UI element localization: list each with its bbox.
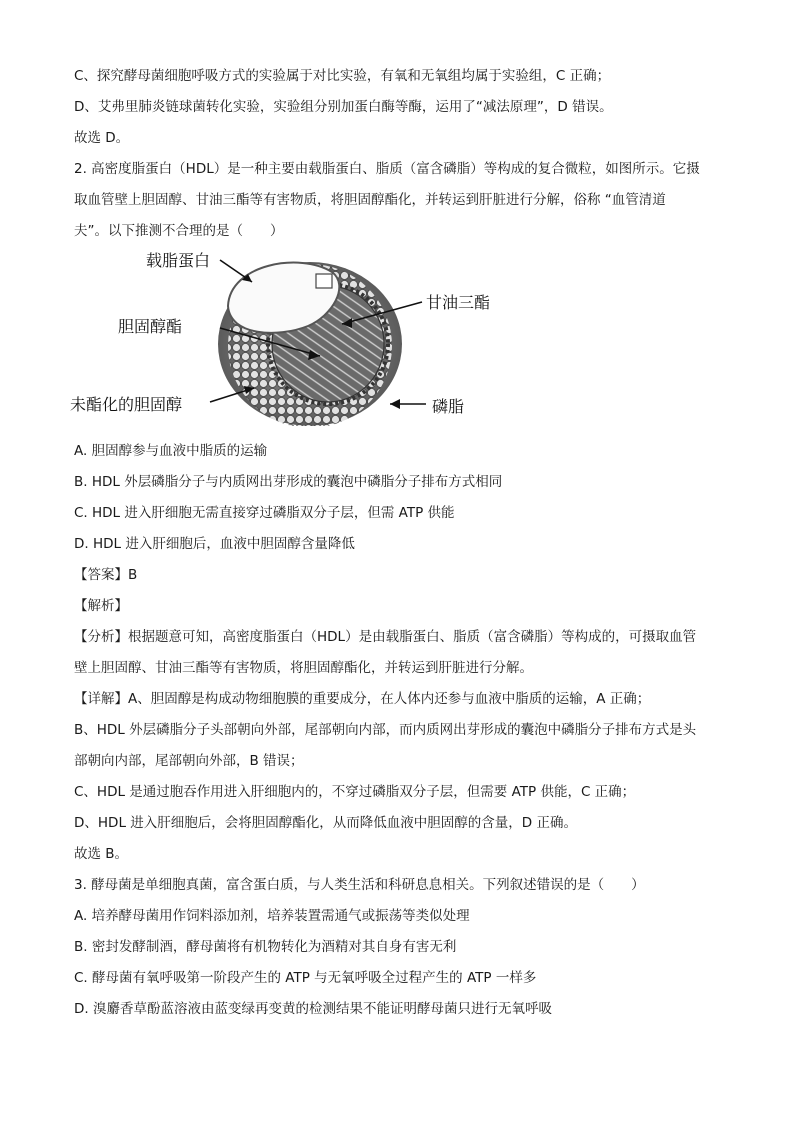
- analysis-line: 部朝向内部，尾部朝向外部，B 错误；: [74, 753, 304, 769]
- small-protein-block: [316, 274, 332, 288]
- question-2-stem: 2. 高密度脂蛋白（HDL）是一种主要由载脂蛋白、脂质（富含磷脂）等构成的复合微粒，如图所示。它摄: [74, 161, 700, 177]
- q3-option-a: A. 培养酵母菌用作饲料添加剂，培养装置需通气或振荡等类似处理: [74, 908, 470, 924]
- hdl-figure: [70, 244, 490, 426]
- analysis-line: 【分析】根据题意可知，高密度脂蛋白（HDL）是由载脂蛋白、脂质（富含磷脂）等构成的，可摄取血管: [74, 629, 697, 645]
- text-line: D、艾弗里肺炎链球菌转化实验，实验组分别加蛋白酶等酶，运用了“减法原理”，D 错误。: [74, 99, 613, 115]
- label-triglyceride: 甘油三酯: [426, 293, 491, 312]
- option-d: D. HDL 进入肝细胞后，血液中胆固醇含量降低: [74, 536, 355, 552]
- text-line: 故选 D。: [74, 130, 130, 146]
- question-2-stem: 夫”。以下推测不合理的是（ ）: [74, 223, 284, 239]
- option-c: C. HDL 进入肝细胞无需直接穿过磷脂双分子层，但需 ATP 供能: [74, 505, 455, 521]
- q3-option-c: C. 酵母菌有氧呼吸第一阶段产生的 ATP 与无氧呼吸全过程产生的 ATP 一样多: [74, 970, 537, 986]
- option-b: B. HDL 外层磷脂分子与内质网出芽形成的囊泡中磷脂分子排布方式相同: [74, 474, 503, 490]
- label-apolipoprotein: 载脂蛋白: [146, 251, 211, 270]
- label-cholesteryl-ester: 胆固醇酯: [118, 317, 183, 336]
- q3-option-b: B. 密封发酵制酒，酵母菌将有机物转化为酒精对其自身有害无利: [74, 939, 457, 955]
- label-phospholipid: 磷脂: [432, 397, 465, 416]
- analysis-line: D、HDL 进入肝细胞后，会将胆固醇酯化，从而降低血液中胆固醇的含量，D 正确。: [74, 815, 577, 831]
- analysis-line: 壁上胆固醇、甘油三酯等有害物质，将胆固醇酯化，并转运到肝脏进行分解。: [74, 660, 533, 676]
- option-a: A. 胆固醇参与血液中脂质的运输: [74, 443, 268, 459]
- label-free-cholesterol: 未酯化的胆固醇: [70, 395, 183, 414]
- question-2-stem: 取血管壁上胆固醇、甘油三酯等有害物质，将胆固醇酯化，并转运到肝脏进行分解，俗称 “血管清道: [74, 192, 666, 208]
- answer-label: 【答案】B: [74, 567, 138, 583]
- question-3-stem: 3. 酵母菌是单细胞真菌，富含蛋白质，与人类生活和科研息息相关。下列叙述错误的是（ ）: [74, 877, 645, 893]
- q3-option-d: D. 溴麝香草酚蓝溶液由蓝变绿再变黄的检测结果不能证明酵母菌只进行无氧呼吸: [74, 1001, 552, 1017]
- arrow-head: [390, 399, 400, 409]
- analysis-line: C、HDL 是通过胞吞作用进入肝细胞内的，不穿过磷脂双分子层，但需要 ATP 供能，C 正确；: [74, 784, 636, 800]
- analysis-title: 【解析】: [74, 598, 128, 614]
- text-line: C、探究酵母菌细胞呼吸方式的实验属于对比实验，有氧和无氧组均属于实验组，C 正确；: [74, 68, 611, 84]
- analysis-line: 【详解】A、胆固醇是构成动物细胞膜的重要成分，在人体内还参与血液中脂质的运输，A 正确；: [74, 691, 651, 707]
- analysis-line: 故选 B。: [74, 846, 129, 862]
- analysis-line: B、HDL 外层磷脂分子头部朝向外部，尾部朝向内部，而内质网出芽形成的囊泡中磷脂分子排布方式是头: [74, 722, 697, 738]
